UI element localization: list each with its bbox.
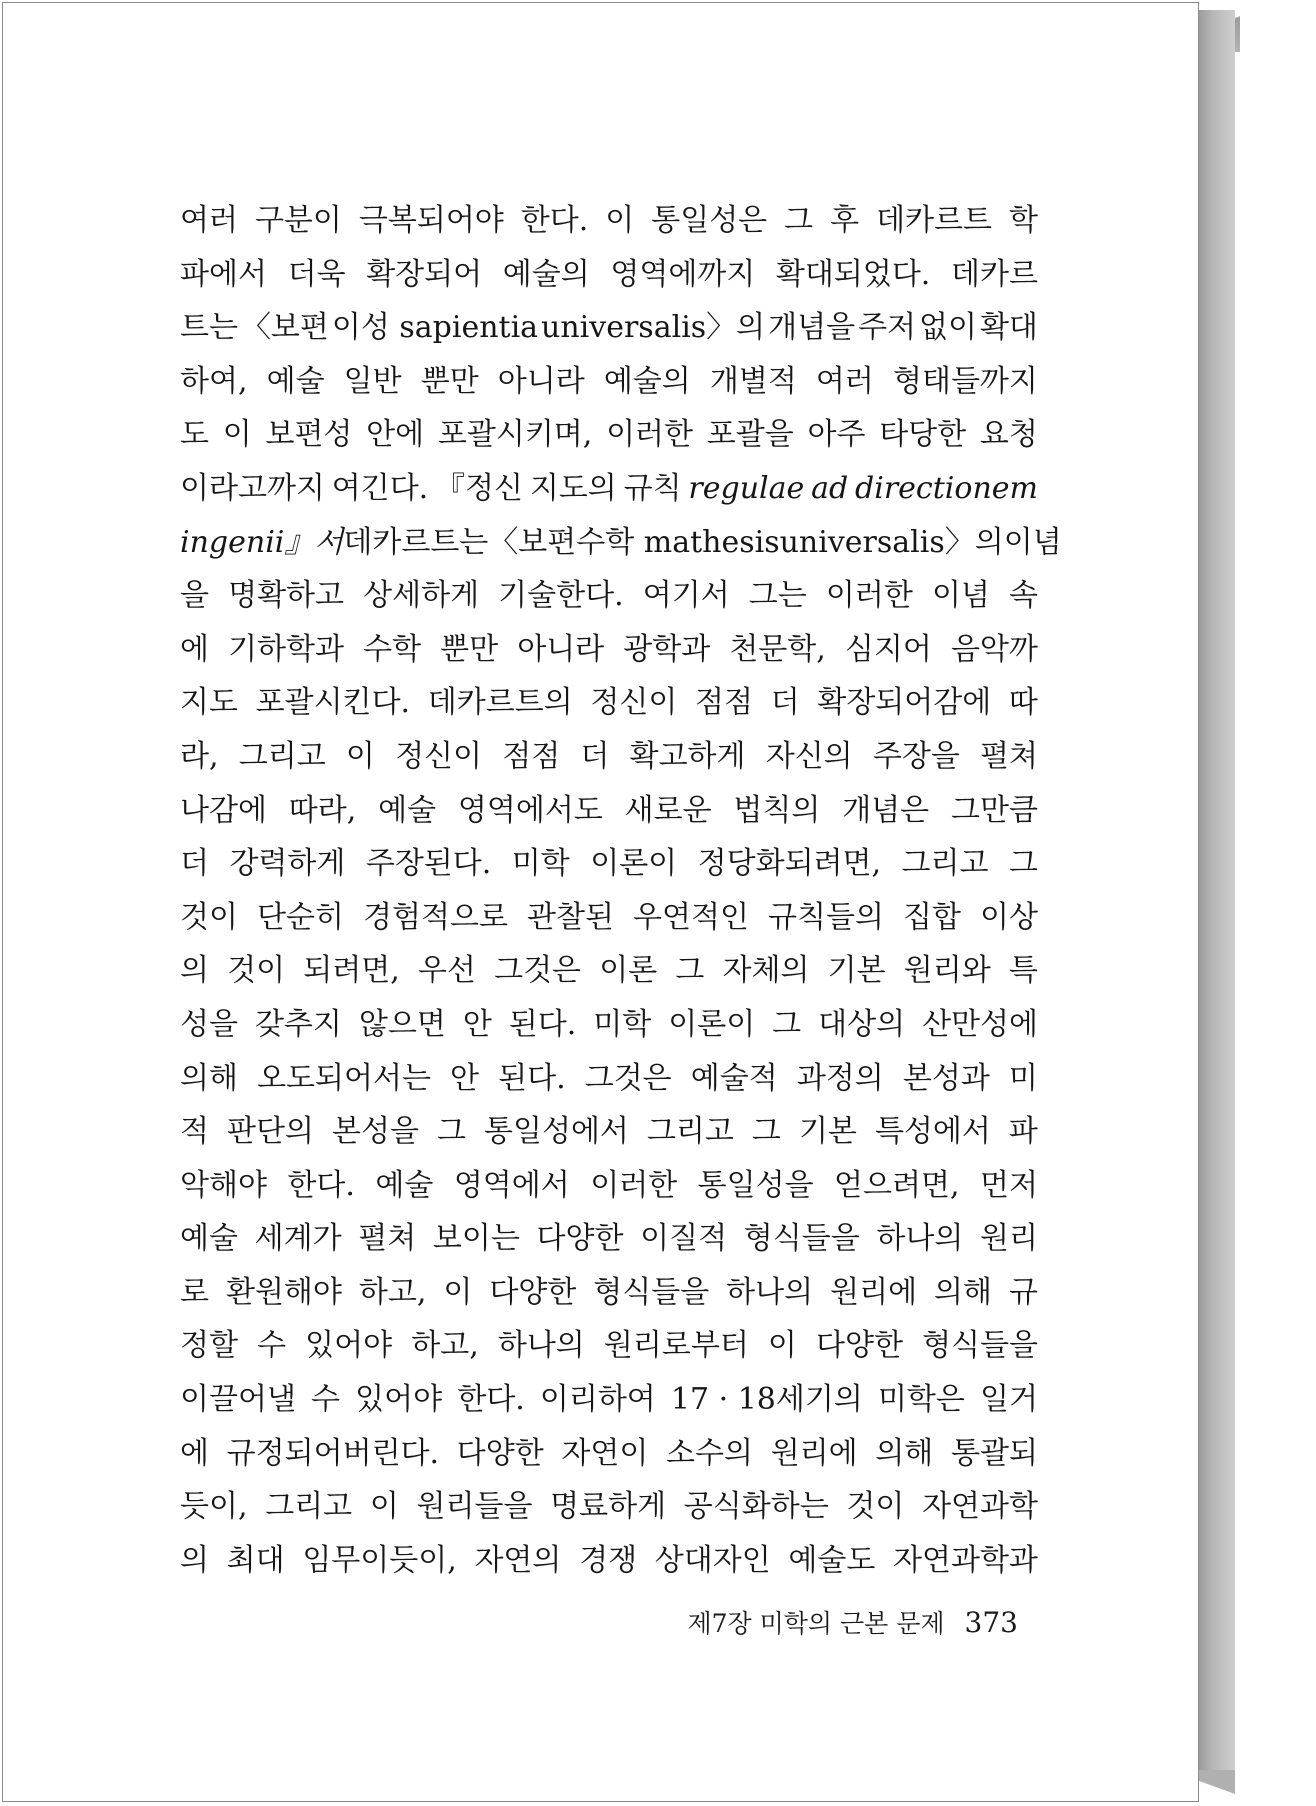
word: 점점	[695, 685, 753, 721]
word: 특	[1008, 953, 1038, 989]
text-line	[180, 998, 1038, 1052]
word: 그리고	[646, 1114, 734, 1150]
word: 아주	[807, 417, 866, 453]
word: regulae	[688, 470, 805, 506]
word: 그것은	[494, 953, 582, 989]
word: 이리하여	[539, 1382, 656, 1418]
word: 이념	[1003, 524, 1062, 560]
word: 예술의	[603, 363, 691, 399]
text-line	[180, 1480, 1038, 1534]
word: 의해	[934, 1274, 993, 1310]
word: 예술의	[502, 256, 590, 292]
word: 에	[180, 1435, 209, 1471]
word: 원리에	[770, 1435, 858, 1471]
word: 개별적	[709, 363, 797, 399]
word: 특성에서	[874, 1114, 991, 1150]
word: 확장되어	[366, 256, 483, 292]
text-line	[180, 730, 1038, 784]
word: 원리	[980, 1221, 1038, 1257]
word: 따라,	[288, 792, 357, 828]
word: 우연적인	[633, 899, 749, 935]
word: 그것은	[584, 1060, 672, 1096]
word: 점점	[502, 738, 561, 774]
word: 펼쳐	[980, 738, 1038, 774]
word: 주장된다.	[365, 846, 492, 882]
word: 파에서	[180, 256, 267, 292]
word: 파	[1008, 1114, 1038, 1150]
book-page	[2, 2, 1199, 1802]
word: 것이	[180, 899, 238, 935]
word: 17 · 18세기의	[670, 1382, 863, 1418]
word: 보이는	[432, 1221, 520, 1257]
page-stack-edge	[1199, 10, 1235, 1800]
word: 하나의	[726, 1274, 814, 1310]
word: 미학은	[877, 1382, 965, 1418]
word: 기본	[827, 953, 886, 989]
word: 포괄을	[706, 417, 794, 453]
word: 주장을	[872, 738, 960, 774]
word: 이	[345, 738, 375, 774]
word: 『정신	[435, 470, 524, 506]
word: 주저	[858, 310, 917, 346]
word: 이	[222, 417, 252, 453]
word: 있어야	[355, 1382, 443, 1418]
word: 정당화되려면,	[697, 846, 882, 882]
word: 수	[311, 1382, 341, 1418]
word: 예술적	[690, 1060, 778, 1096]
word: ad	[811, 470, 849, 506]
word: 이	[443, 1274, 473, 1310]
word: 다양한	[489, 1274, 577, 1310]
word: 원리와	[903, 953, 991, 989]
word: 이러한	[590, 1167, 678, 1203]
text-line	[180, 1212, 1038, 1266]
word: 의해	[875, 1435, 934, 1471]
word: 자신의	[765, 738, 853, 774]
word: 개념을	[768, 310, 856, 346]
word: 우선	[417, 953, 476, 989]
word: 수학 mathesis	[576, 524, 780, 560]
word: 라,	[180, 738, 219, 774]
word: 요청	[979, 417, 1038, 453]
page-number: 373	[964, 1606, 1018, 1639]
word: 개념은	[842, 792, 930, 828]
text-line	[180, 1373, 1038, 1427]
word: 정신이	[590, 685, 678, 721]
word: 일반	[343, 363, 402, 399]
word: 이질적	[640, 1221, 728, 1257]
word: 안에	[366, 417, 425, 453]
word: 포괄시키며,	[437, 417, 593, 453]
word: 이론	[599, 953, 658, 989]
word: 도	[180, 417, 209, 453]
word: 정할	[180, 1328, 238, 1364]
word: 통일성에서	[484, 1114, 629, 1150]
word: 그는	[748, 578, 807, 614]
word: 그	[1008, 846, 1038, 882]
word: 로	[180, 1274, 209, 1310]
word: 먼저	[979, 1167, 1038, 1203]
word: 있어야	[305, 1328, 393, 1364]
word: 더	[580, 738, 610, 774]
word: 예술	[180, 1221, 238, 1257]
word: 뿐만	[440, 631, 499, 667]
word: 얻으려면,	[834, 1167, 960, 1203]
word: 예술	[375, 1167, 434, 1203]
word: 한다.	[520, 203, 589, 238]
word: 그리고	[238, 738, 326, 774]
word: 명료하게	[550, 1489, 667, 1525]
text-line	[180, 355, 1038, 409]
word: 의해	[180, 1060, 238, 1096]
word: 이러한	[606, 417, 694, 453]
word: 이라고까지	[180, 470, 325, 506]
word: 타당한	[879, 417, 967, 453]
word: 〈보편	[240, 310, 329, 346]
word: universalis〉의	[541, 310, 766, 346]
word: 형식들을	[922, 1328, 1038, 1364]
word: 그	[772, 1006, 802, 1042]
word: 나감에	[180, 792, 267, 828]
word: 된다.	[498, 1060, 566, 1096]
word: 규칙들의	[768, 899, 884, 935]
word: 광학과	[623, 631, 711, 667]
word: 하고,	[358, 1274, 427, 1310]
word: directionem	[855, 470, 1038, 506]
text-line	[180, 1319, 1038, 1373]
word: 미	[1008, 1060, 1038, 1096]
word: 아니라	[517, 631, 605, 667]
word: 속	[1009, 578, 1038, 614]
word: 판단의	[227, 1114, 314, 1150]
word: 기하학과	[228, 631, 344, 667]
word: 미학	[593, 1006, 652, 1042]
word: 더욱	[287, 256, 346, 292]
word: 그	[784, 203, 814, 238]
text-line	[180, 1159, 1038, 1213]
word: 그	[675, 953, 705, 989]
word: 데카르트	[876, 203, 992, 238]
word: 영역에서도	[457, 792, 603, 828]
text-line	[180, 301, 1038, 355]
word: 포괄시킨다.	[255, 685, 411, 721]
word: 규	[1009, 1274, 1038, 1310]
word: 데카르트는	[343, 524, 489, 560]
text-line	[180, 623, 1038, 677]
word: 다양한	[456, 1435, 544, 1471]
word: 규칙	[623, 470, 682, 506]
text-line	[180, 1427, 1038, 1481]
word: 오도되어서는	[257, 1060, 431, 1096]
word: 성을	[180, 1006, 238, 1042]
text-line	[180, 516, 1062, 570]
word: 확장되어감에	[817, 685, 992, 721]
word: 강력하게	[229, 846, 346, 882]
word: 상세하게	[363, 578, 480, 614]
text-line	[180, 837, 1038, 891]
word: 후	[830, 203, 860, 238]
word: 지도	[180, 685, 238, 721]
word: 법칙의	[733, 792, 821, 828]
word: 그리고	[901, 846, 989, 882]
word: 보편성	[265, 417, 353, 453]
word: 아니라	[497, 363, 585, 399]
word: 이	[369, 1489, 399, 1525]
word: 없이	[919, 310, 977, 346]
word: 여긴다.	[331, 470, 429, 506]
word: 듯이,	[180, 1489, 248, 1525]
word: 뿐만	[420, 363, 479, 399]
word: ingenii』서	[180, 524, 344, 560]
word: 이상	[980, 899, 1038, 935]
word: 확고하게	[629, 738, 746, 774]
word: 기본	[798, 1114, 857, 1150]
word: 영역에서	[453, 1167, 570, 1203]
word: 천문학,	[729, 631, 826, 667]
word: 자연과학과	[893, 1542, 1038, 1578]
word: 예술	[378, 792, 437, 828]
word: 형태들까지	[892, 363, 1038, 399]
word: 기술한다.	[498, 578, 624, 614]
word: 명확하고	[228, 578, 345, 614]
word: 구분이	[254, 203, 342, 238]
word: 되려면,	[303, 953, 400, 989]
text-line	[180, 676, 1038, 730]
word: 통일성을	[697, 1167, 814, 1203]
word: 확대	[979, 310, 1038, 346]
word: 악해야	[180, 1167, 267, 1203]
text-line	[180, 944, 1038, 998]
word: 트는	[180, 310, 238, 346]
word: 경쟁	[579, 1542, 638, 1578]
word: 여러	[815, 363, 874, 399]
word: 새로운	[624, 792, 712, 828]
word: 원리에	[830, 1274, 918, 1310]
word: 이성 sapientia	[331, 310, 539, 346]
word: 예술도	[788, 1542, 876, 1578]
word: 것이	[846, 1489, 905, 1525]
word: 이러한	[825, 578, 913, 614]
word: 그만큼	[950, 792, 1038, 828]
word: 이론이	[590, 846, 678, 882]
word: 그	[751, 1114, 781, 1150]
word: 펼쳐	[358, 1221, 417, 1257]
word: 하고,	[411, 1328, 479, 1364]
word: 이	[605, 203, 635, 238]
word: 하나의	[497, 1328, 585, 1364]
word: universalis〉의	[779, 524, 1004, 560]
word: 규정되어버린다.	[226, 1435, 440, 1471]
word: 환원해야	[225, 1274, 342, 1310]
word: 정신이	[395, 738, 483, 774]
word: 된다.	[508, 1006, 577, 1042]
word: 데카르트의	[427, 685, 573, 721]
text-line	[180, 569, 1038, 623]
word: 안	[450, 1060, 480, 1096]
word: 수	[257, 1328, 287, 1364]
word: 본성과	[902, 1060, 990, 1096]
word: 한다.	[457, 1382, 525, 1418]
word: 하여,	[180, 363, 248, 399]
word: 자체의	[722, 953, 810, 989]
word: 이념	[931, 578, 990, 614]
word: 극복되어야	[358, 203, 504, 238]
text-line	[180, 891, 1038, 945]
word: 심지어	[844, 631, 932, 667]
word: 산만성에	[922, 1006, 1038, 1042]
word: 공식화하는	[683, 1489, 829, 1525]
text-line	[180, 408, 1038, 462]
word: 이론이	[668, 1006, 756, 1042]
word: 세계가	[254, 1221, 342, 1257]
word: 수학	[363, 631, 422, 667]
text-line	[180, 462, 1038, 516]
text-line	[180, 1052, 1038, 1106]
word: 미학	[511, 846, 570, 882]
word: 더	[180, 846, 209, 882]
word: 음악까	[950, 631, 1038, 667]
word: 집합	[903, 899, 961, 935]
word: 그	[436, 1114, 466, 1150]
word: 학	[1008, 203, 1038, 238]
text-line	[180, 1105, 1038, 1159]
word: 자연의	[474, 1542, 562, 1578]
word: 통일성은	[651, 203, 768, 238]
word: 단순히	[257, 899, 344, 935]
word: 지도의	[529, 470, 617, 506]
word: 원리로부터	[603, 1328, 749, 1364]
word: 상대자인	[654, 1542, 771, 1578]
word: 이끌어낼	[180, 1382, 296, 1418]
word: 그리고	[265, 1489, 353, 1525]
word: 데카르	[950, 256, 1038, 292]
word: 확대되었다.	[775, 256, 931, 292]
word: 다양한	[816, 1328, 903, 1364]
word: 형식들을	[743, 1221, 860, 1257]
word: 여러	[180, 203, 238, 238]
word: 예술	[266, 363, 325, 399]
body-text	[180, 194, 1062, 1587]
word: 따	[1008, 685, 1038, 721]
word: 소수의	[666, 1435, 753, 1471]
word: 최대	[226, 1542, 285, 1578]
page-footer	[673, 1604, 1018, 1640]
word: 갖추지	[254, 1006, 342, 1042]
text-line	[180, 784, 1038, 838]
word: 하나의	[876, 1221, 964, 1257]
text-line	[180, 1266, 1038, 1320]
running-footer-chapter: 제7장 미학의 근본 문제	[687, 1609, 945, 1638]
word: 본성을	[332, 1114, 419, 1150]
word: 여기서	[642, 578, 730, 614]
word: 대상의	[818, 1006, 906, 1042]
word: 과정의	[796, 1060, 884, 1096]
word: 을	[180, 578, 209, 614]
word: 더	[770, 685, 800, 721]
word: 이	[767, 1328, 797, 1364]
text-line	[180, 248, 1038, 302]
word: 안	[462, 1006, 492, 1042]
word: 다양한	[536, 1221, 624, 1257]
word: 임무이듯이,	[302, 1542, 457, 1578]
word: 영역에까지	[610, 256, 756, 292]
word: 의	[180, 953, 209, 989]
word: 한다.	[287, 1167, 355, 1203]
word: 자연이	[561, 1435, 649, 1471]
word: 것이	[227, 953, 286, 989]
word: 〈보편	[488, 524, 577, 560]
word: 관찰된	[527, 899, 614, 935]
page-edge-bottom	[1199, 1770, 1235, 1804]
word: 경험적으로	[363, 899, 508, 935]
word: 적	[180, 1114, 209, 1150]
word: 에	[180, 631, 209, 667]
word: 일거	[980, 1382, 1038, 1418]
word: 통괄되	[950, 1435, 1038, 1471]
word: 의	[180, 1542, 209, 1578]
word: 원리들을	[416, 1489, 533, 1525]
word: 형식들을	[593, 1274, 710, 1310]
text-line	[180, 1534, 1038, 1588]
text-line	[180, 194, 1038, 248]
word: 않으면	[358, 1006, 446, 1042]
word: 자연과학	[922, 1489, 1038, 1525]
